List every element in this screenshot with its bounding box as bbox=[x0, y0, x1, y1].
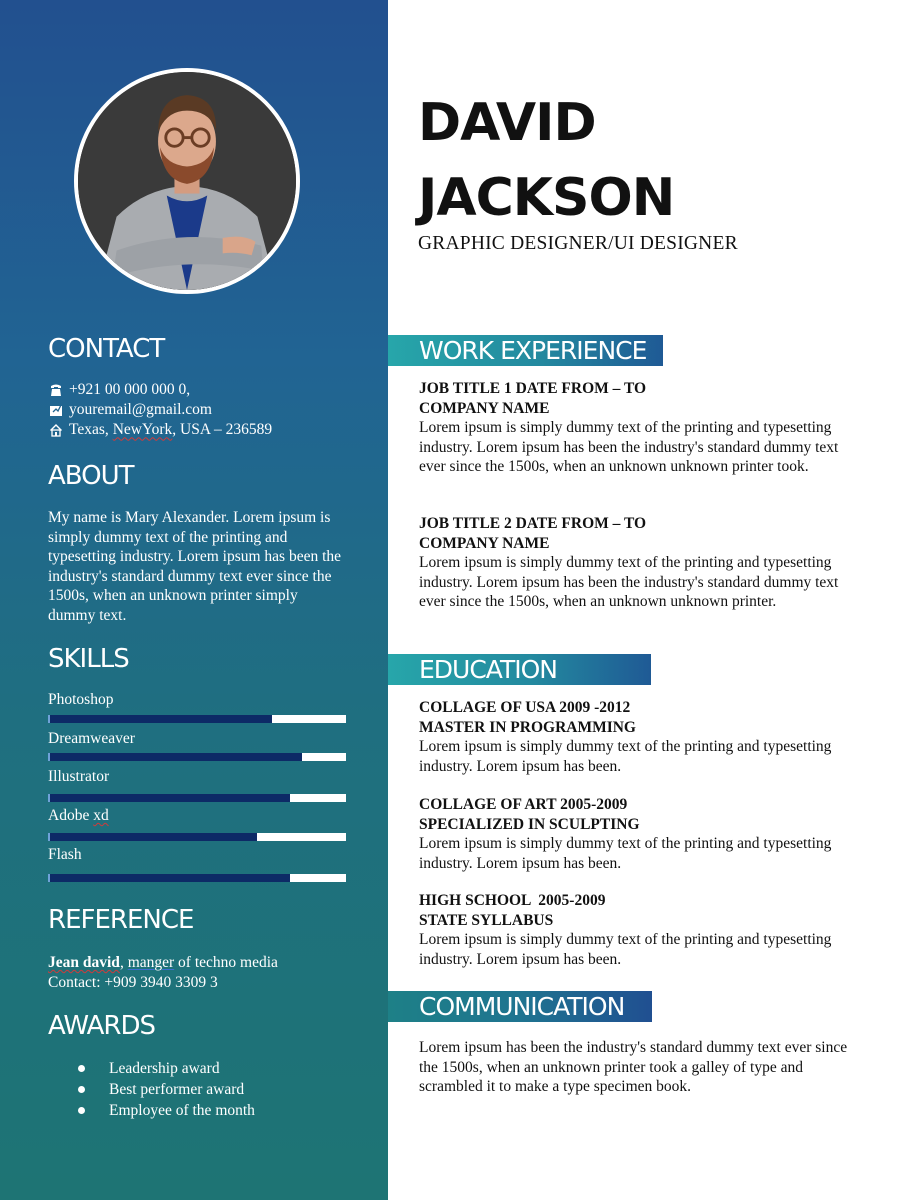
first-name: DAVID bbox=[418, 93, 596, 153]
award-item bbox=[72, 1100, 255, 1121]
work-description: Lorem ipsum is simply dummy text of the printing and typesetting industry. Lorem ipsum has been the industry's standard dummy text ever since the 1500s, when an unknown unknown printer. bbox=[419, 554, 839, 610]
skills-heading: SKILLS bbox=[48, 644, 129, 674]
phone-icon bbox=[48, 383, 64, 397]
phone-number[interactable]: +921 00 000 000 0, bbox=[69, 381, 191, 399]
work-company: COMPANY NAME bbox=[419, 534, 550, 552]
skill-bar-fill bbox=[50, 874, 290, 882]
reference-name: Jean david bbox=[48, 954, 120, 971]
bullet-icon bbox=[78, 1086, 85, 1093]
email-icon bbox=[48, 403, 64, 417]
reference-line bbox=[48, 953, 278, 973]
home-icon bbox=[48, 423, 64, 437]
contact-phone bbox=[48, 380, 272, 400]
reference-title-word: manger bbox=[127, 954, 175, 971]
address-city-1: Texas, bbox=[69, 421, 113, 439]
skill-label-text: Adobe xd bbox=[48, 807, 109, 824]
skill-bar bbox=[48, 833, 346, 841]
sidebar bbox=[0, 0, 388, 1200]
skill-label: Illustrator bbox=[48, 768, 110, 785]
education-heading: EDUCATION bbox=[388, 654, 651, 685]
about-text: My name is Mary Alexander. Lorem ipsum is simply dummy text of the printing and typesetting industry. Lorem ipsum has been the industry's standard dummy text ever since the 1500s, when an unknown printer simply dummy text. bbox=[48, 509, 342, 624]
communication-block bbox=[419, 1038, 859, 1097]
spellcheck-mark: xd bbox=[93, 807, 109, 824]
work-item bbox=[419, 514, 859, 612]
contact-email bbox=[48, 400, 272, 420]
skill-adobe-xd bbox=[48, 807, 346, 825]
about-heading: ABOUT bbox=[48, 461, 134, 491]
work-experience-heading: WORK EXPERIENCE bbox=[388, 335, 663, 366]
address-city-2: NewYork bbox=[112, 421, 173, 439]
award-label: Best performer award bbox=[109, 1081, 245, 1098]
work-company: COMPANY NAME bbox=[419, 399, 550, 417]
contact-heading: CONTACT bbox=[48, 334, 165, 364]
communication-heading: COMMUNICATION bbox=[388, 991, 652, 1022]
skill-label bbox=[48, 807, 346, 825]
communication-text: Lorem ipsum has been the industry's standard dummy text ever since the 1500s, when an unknown printer took a galley of type and scrambled it to make a type specimen book. bbox=[419, 1039, 848, 1095]
education-description: Lorem ipsum is simply dummy text of the printing and typesetting industry. Lorem ipsum has been. bbox=[419, 835, 832, 872]
skill-label: Flash bbox=[48, 846, 82, 863]
skill-label: Photoshop bbox=[48, 691, 114, 708]
education-title: HIGH SCHOOL 2005-2009 bbox=[419, 892, 606, 909]
education-degree: STATE SYLLABUS bbox=[419, 911, 554, 929]
award-item bbox=[72, 1079, 255, 1100]
reference-title-rest: of techno media bbox=[174, 954, 278, 971]
education-description: Lorem ipsum is simply dummy text of the printing and typesetting industry. Lorem ipsum has been. bbox=[419, 931, 832, 968]
work-title: JOB TITLE 1 DATE FROM – TO bbox=[419, 380, 647, 397]
reference-comma: , bbox=[119, 954, 128, 971]
bullet-icon bbox=[78, 1107, 85, 1114]
education-description: Lorem ipsum is simply dummy text of the printing and typesetting industry. Lorem ipsum has been. bbox=[419, 738, 832, 775]
address-text bbox=[69, 420, 272, 440]
award-label: Employee of the month bbox=[109, 1102, 255, 1119]
profile-photo bbox=[74, 68, 300, 294]
work-description: Lorem ipsum is simply dummy text of the printing and typesetting industry. Lorem ipsum has been the industry's standard dummy text ever since the 1500s, when an unknown unknown printer took. bbox=[419, 419, 839, 475]
skill-bar-fill bbox=[50, 794, 290, 802]
education-title: COLLAGE OF USA 2009 -2012 bbox=[419, 699, 631, 716]
education-title: COLLAGE OF ART 2005-2009 bbox=[419, 796, 628, 813]
awards-heading: AWARDS bbox=[48, 1011, 156, 1041]
award-item bbox=[72, 1058, 255, 1079]
education-item bbox=[419, 698, 859, 776]
skill-bar bbox=[48, 874, 346, 882]
skill-dreamweaver bbox=[48, 730, 346, 748]
education-degree: SPECIALIZED IN SCULPTING bbox=[419, 815, 640, 833]
skill-bar bbox=[48, 753, 346, 761]
education-degree: MASTER IN PROGRAMMING bbox=[419, 718, 636, 736]
job-role: GRAPHIC DESIGNER/UI DESIGNER bbox=[418, 233, 738, 254]
reference-heading: REFERENCE bbox=[48, 905, 194, 935]
education-item bbox=[419, 891, 859, 969]
address-rest: , USA – 236589 bbox=[172, 421, 273, 439]
skill-bar bbox=[48, 794, 346, 802]
skill-bar-fill bbox=[50, 833, 257, 841]
contact-list bbox=[48, 380, 272, 440]
contact-address bbox=[48, 420, 272, 440]
bullet-icon bbox=[78, 1065, 85, 1072]
education-item bbox=[419, 795, 859, 873]
work-item bbox=[419, 379, 859, 477]
award-label: Leadership award bbox=[109, 1060, 220, 1077]
skill-illustrator bbox=[48, 768, 346, 786]
reference-block bbox=[48, 953, 278, 992]
work-title: JOB TITLE 2 DATE FROM – TO bbox=[419, 515, 647, 532]
awards-list bbox=[72, 1058, 255, 1121]
skill-label: Dreamweaver bbox=[48, 730, 135, 747]
email-address[interactable]: youremail@gmail.com bbox=[69, 401, 212, 419]
skill-bar-fill bbox=[50, 753, 302, 761]
skill-bar bbox=[48, 715, 346, 723]
skill-bar-fill bbox=[50, 715, 272, 723]
person-portrait-icon bbox=[78, 72, 296, 290]
skill-flash bbox=[48, 846, 346, 864]
skill-photoshop bbox=[48, 691, 346, 709]
reference-contact: Contact: +909 3940 3309 3 bbox=[48, 973, 218, 991]
last-name: JACKSON bbox=[418, 168, 675, 228]
